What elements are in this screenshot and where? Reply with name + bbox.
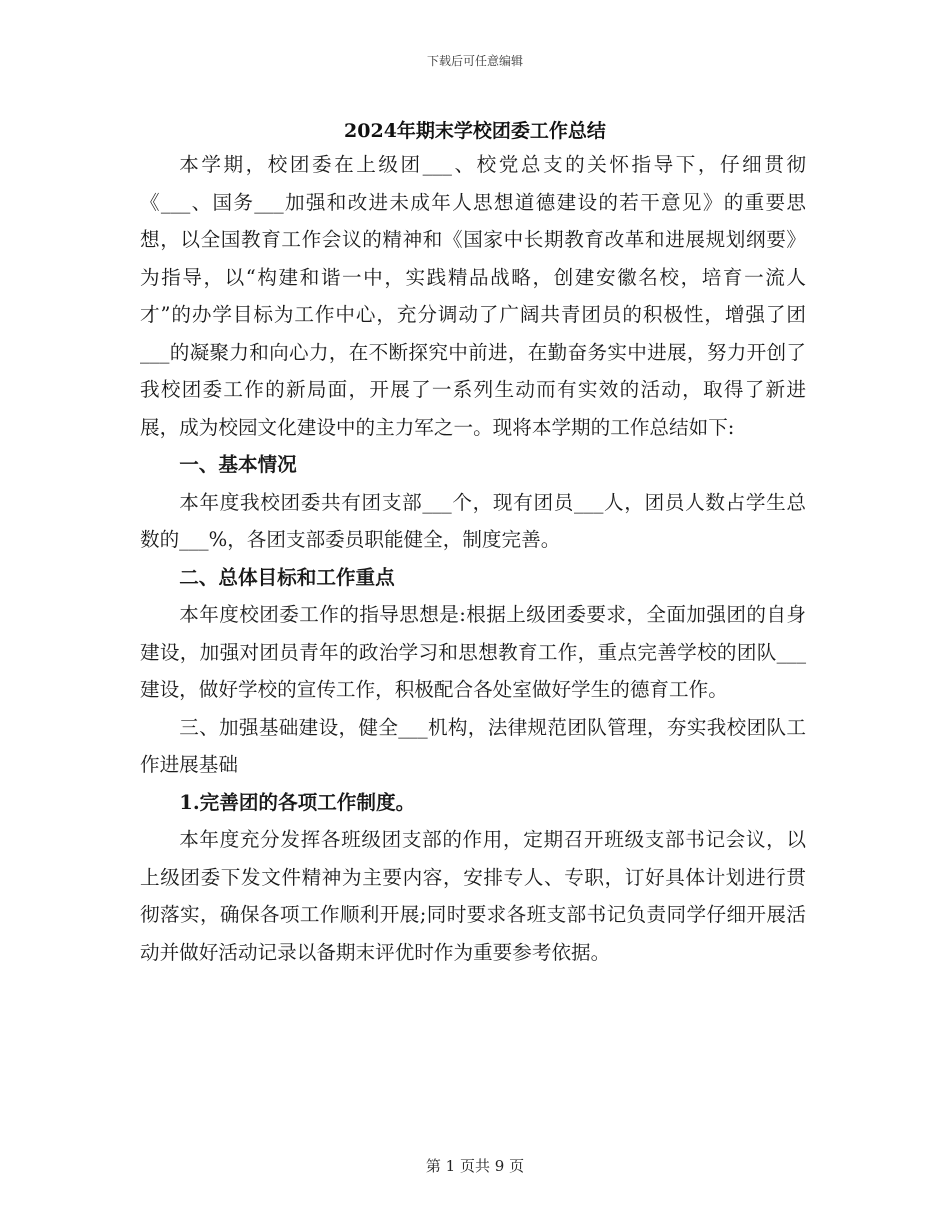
subsection-heading-system: 1.完善团的各项工作制度。 [179, 790, 416, 814]
section-paragraph-basic: 本年度我校团委共有团支部___个，现有团员___人，团员人数占学生总数的___%，各团支部委员职能健全，制度完善。 [140, 490, 806, 551]
section-heading-goals: 二、总体目标和工作重点 [179, 565, 395, 589]
subsection-paragraph-system: 本年度充分发挥各班级团支部的作用，定期召开班级支部书记会议，以上级团委下发文件精神为主要内容，安排专人、专职，订好具体计划进行贯彻落实，确保各项工作顺利开展;同时要求各班支部书记负责同学仔细开展活动并做好活动记录以备期末评优时作为重要参考依据。 [140, 828, 806, 964]
document-title: 2024年期末学校团委工作总结 [344, 120, 606, 142]
page-number: 第 1 页共 9 页 [425, 1157, 525, 1175]
header-note: 下载后可任意编辑 [426, 54, 523, 68]
section-paragraph-goals: 本年度校团委工作的指导思想是:根据上级团委要求，全面加强团的自身建设，加强对团员青年的政治学习和思想教育工作，重点完善学校的团队___建设，做好学校的宣传工作，积极配合各处室做好学生的德育工作。 [140, 603, 806, 701]
section-paragraph-foundation: 三、加强基础建设，健全___机构，法律规范团队管理，夯实我校团队工作进展基础 [140, 715, 806, 776]
document-body [140, 146, 806, 971]
intro-paragraph: 本学期，校团委在上级团___、校党总支的关怀指导下，仔细贯彻《___、国务___加强和改进未成年人思想道德建设的若干意见》的重要思想，以全国教育工作会议的精神和《国家中长期教育改革和进展规划纲要》为指导，以“构建和谐一中，实践精品战略，创建安徽名校，培育一流人才”的办学目标为工作中心，充分调动了广阔共青团员的积极性，增强了团___的凝聚力和向心力，在不断探究中前进，在勤奋务实中进展，努力开创了我校团委工作的新局面，开展了一系列生动而有实效的活动，取得了新进展，成为校园文化建设中的主力军之一。现将本学期的工作总结如下: [140, 153, 806, 439]
section-heading-basic: 一、基本情况 [179, 453, 297, 476]
